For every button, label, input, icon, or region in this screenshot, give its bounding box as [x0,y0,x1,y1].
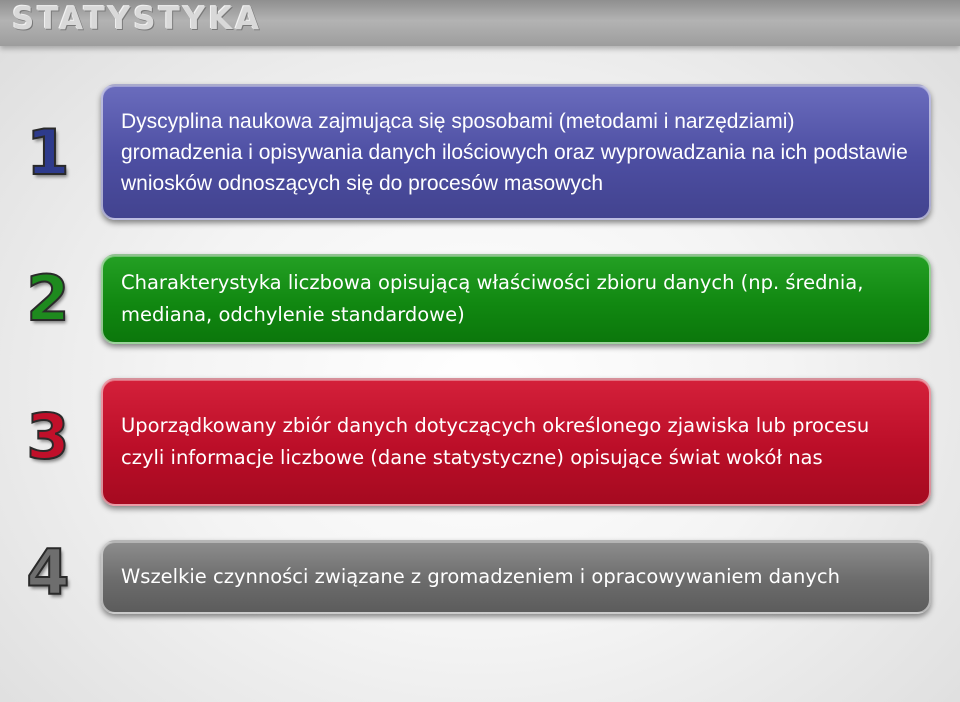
title-bar [0,0,960,46]
number-1: 1 [26,116,70,189]
definition-3-text: Uporządkowany zbiór danych dotyczących określonego zjawiska lub procesu czyli informacje liczbowe (dane statystyczne) opisujące świat wokół nas [121,414,870,469]
definition-1-box [101,84,931,220]
definition-1-text: Dyscyplina naukowa zajmująca się sposobami (metodami i narzędziami) gromadzenia i opisywania danych ilościowych oraz wyprowadzania na ich podstawie wniosków odnoszących się do procesów masowych [121,109,908,195]
page-title: STATYSTYKA [12,1,263,37]
definition-2-text: Charakterystyka liczbowa opisującą właściwości zbioru danych (np. średnia, mediana, odchylenie standardowe) [121,271,864,326]
definition-4-box [101,540,931,614]
number-2: 2 [26,262,70,335]
definition-4-text: Wszelkie czynności związane z gromadzeniem i opracowywaniem danych [121,565,840,588]
definition-3-box [101,378,931,506]
definition-2-box [101,254,931,344]
number-4: 4 [26,536,70,609]
number-3: 3 [26,400,70,473]
